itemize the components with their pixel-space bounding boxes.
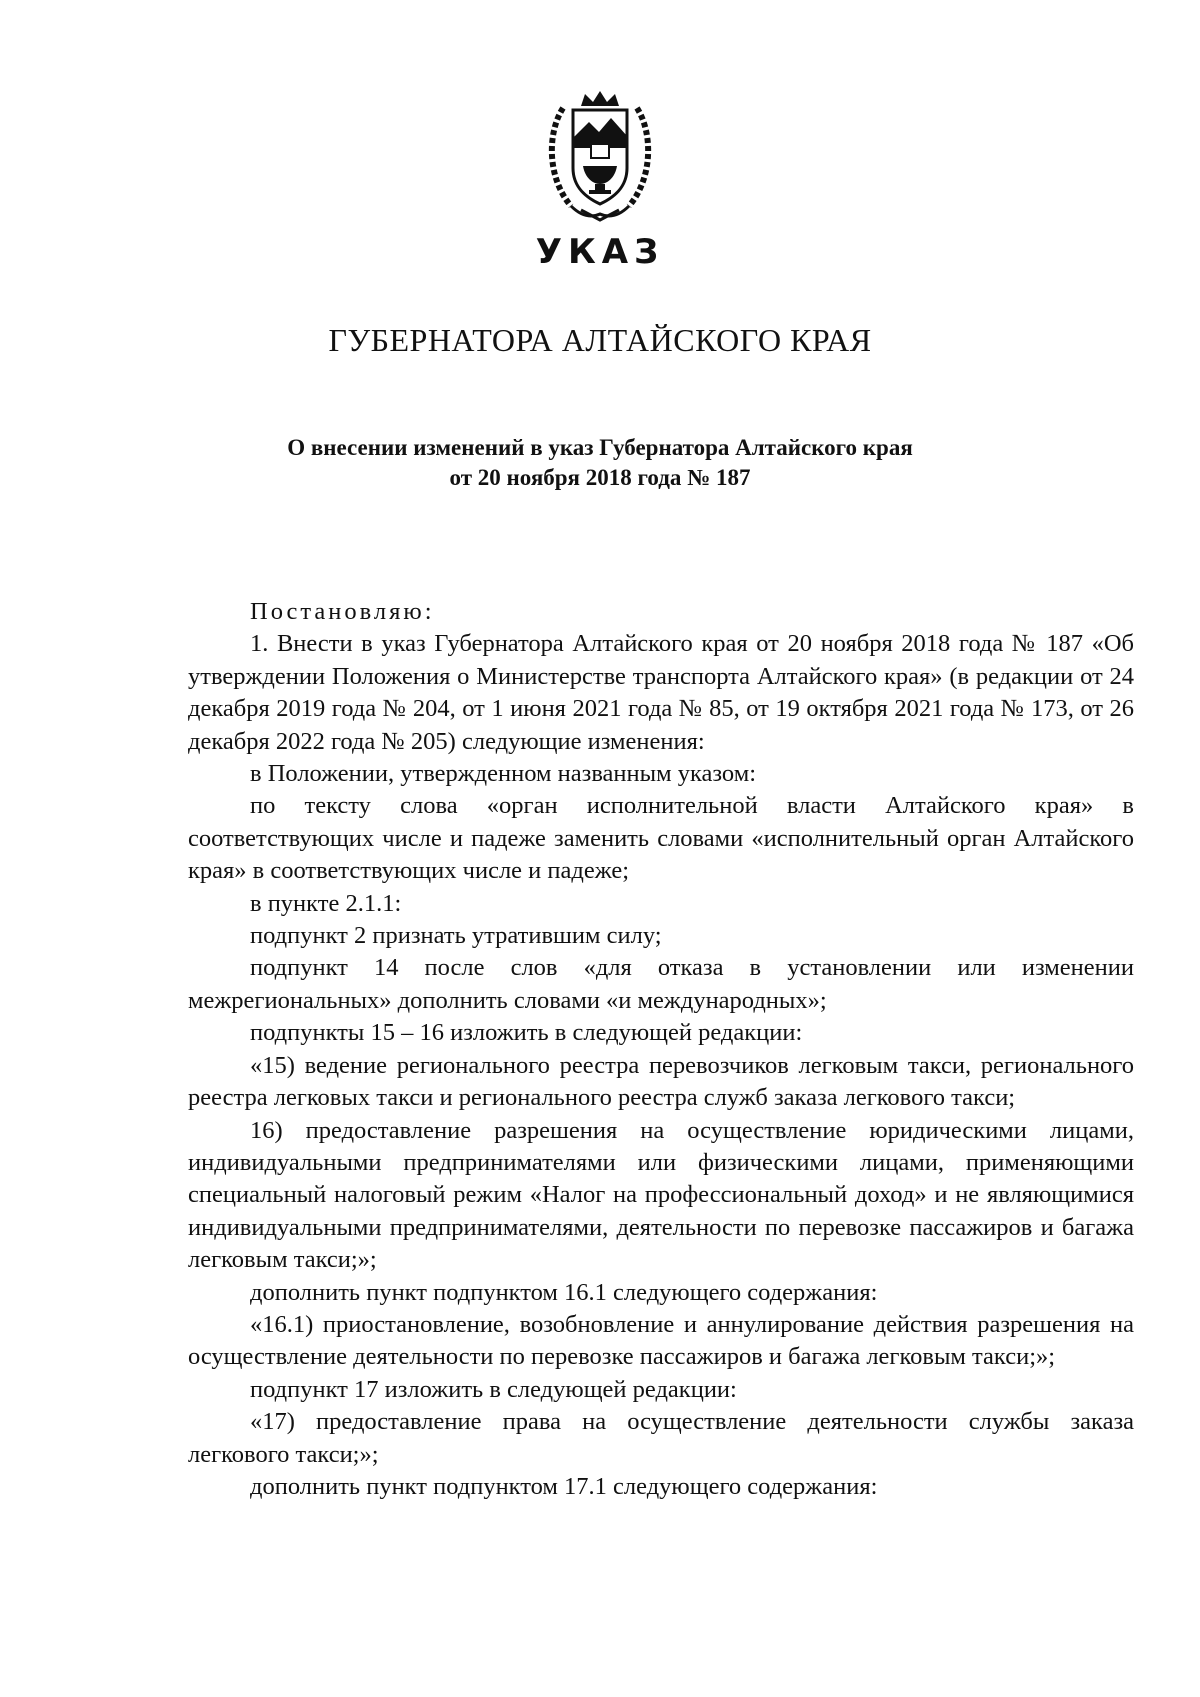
document-type: УКАЗ	[535, 232, 665, 272]
paragraph: «16.1) приостановление, возобновление и аннулирование действия разрешения на осуществление деятельности по перевозке пассажиров и багажа легковым такси;»;	[188, 1310, 1134, 1371]
paragraph: по тексту слова «орган исполнительной власти Алтайского края» в соответствующих числе и падеже заменить словами «исполнительный орган Алтайского края» в соответствующих числе и падеже;	[188, 792, 1134, 885]
subject-line-1: О внесении изменений в указ Губернатора Алтайского края	[287, 435, 913, 460]
subject-line-2: от 20 ноября 2018 года № 187	[449, 465, 751, 490]
paragraph: подпункт 17 изложить в следующей редакции:	[250, 1375, 737, 1403]
altai-krai-coat-of-arms-icon	[541, 88, 659, 223]
paragraph: «15) ведение регионального реестра перевозчиков легковым такси, регионального реестра легковых такси и регионального реестра служб заказа легкового такси;	[188, 1051, 1134, 1112]
paragraph: в Положении, утвержденном названным указом:	[250, 760, 757, 788]
document-body	[188, 596, 1134, 1503]
paragraph: «17) предоставление права на осуществление деятельности службы заказа легкового такси;»;	[188, 1408, 1134, 1468]
paragraph: подпункт 14 после слов «для отказа в установлении или изменении межрегиональных» дополнить словами «и международных»;	[188, 954, 1134, 1014]
document-subject	[0, 433, 1200, 493]
paragraph: дополнить пункт подпунктом 16.1 следующего содержания:	[250, 1278, 878, 1306]
decree-word: Постановляю:	[250, 598, 435, 625]
paragraph: 1. Внести в указ Губернатора Алтайского края от 20 ноября 2018 года № 187 «Об утверждении Положения о Министерстве транспорта Алтайского края» (в редакции от 24 декабря 2019 года № 204, от 1 июня 2021 года № 85, от 19 октября 2021 года № 173, от 26 декабря 2022 года № 205) следующие изменения:	[188, 630, 1134, 755]
paragraph: подпункты 15 – 16 изложить в следующей редакции:	[250, 1019, 803, 1047]
paragraph: дополнить пункт подпунктом 17.1 следующего содержания:	[250, 1472, 878, 1500]
paragraph: 16) предоставление разрешения на осуществление юридическими лицами, индивидуальными предпринимателями или физическими лицами, применяющими специальный налоговый режим «Налог на профессиональный доход» и не являющимися индивидуальными предпринимателями, деятельности по перевозке пассажиров и багажа легковым такси;»;	[188, 1116, 1134, 1274]
paragraph: подпункт 2 признать утратившим силу;	[250, 922, 662, 950]
issuer-title: ГУБЕРНАТОРА АЛТАЙСКОГО КРАЯ	[328, 322, 872, 358]
paragraph: в пункте 2.1.1:	[250, 889, 402, 917]
